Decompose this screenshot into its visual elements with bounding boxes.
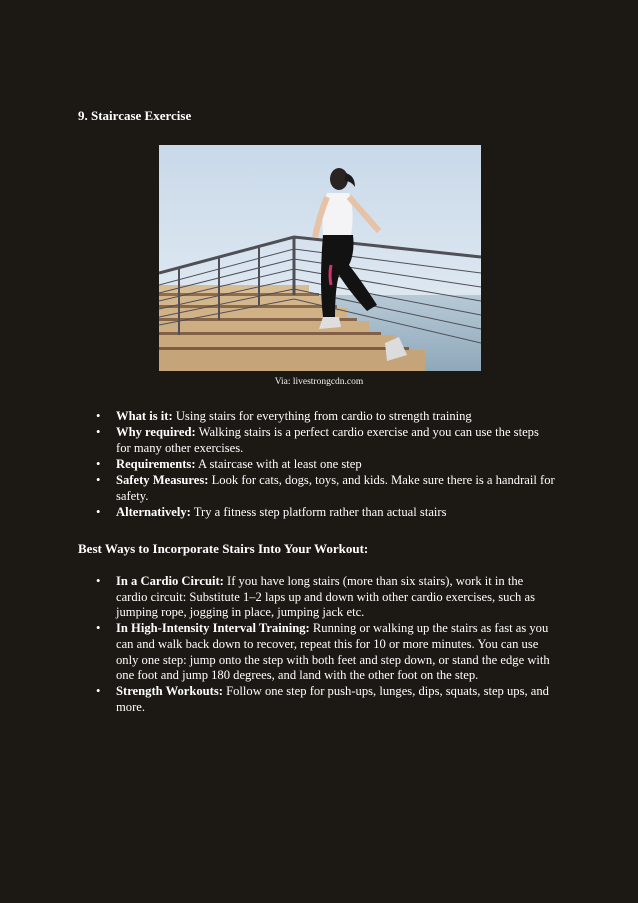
item-label: Safety Measures: — [116, 473, 209, 488]
item-label: In High-Intensity Interval Training: — [116, 621, 310, 636]
item-text: A staircase with at least one step — [195, 456, 362, 471]
list-item — [78, 457, 556, 473]
item-label: Requirements: — [116, 456, 196, 471]
list-item — [78, 409, 556, 425]
bullet-icon: • — [96, 473, 101, 488]
bullet-icon: • — [96, 425, 101, 440]
bullet-icon: • — [96, 504, 101, 519]
list-item — [78, 684, 556, 715]
ways-list — [78, 574, 556, 716]
list-item — [78, 425, 556, 456]
item-text: Try a fitness step platform rather than actual stairs — [190, 504, 447, 519]
list-item — [78, 505, 556, 521]
list-item — [78, 473, 556, 504]
intro-list — [78, 409, 556, 521]
item-label: Strength Workouts: — [116, 684, 223, 699]
item-text: Running or walking up the stairs as fast as you can and walk back down to recover, repeat this for 10 or more minutes. You can use only one step: jump onto the step with both feet and step down, or stand the edge with one foot and jump 180 degrees, and land with the other foot on the step. — [116, 621, 550, 683]
item-label: Why required: — [116, 425, 196, 440]
item-text: Using stairs for everything from cardio to strength training — [172, 409, 472, 423]
bullet-icon: • — [96, 574, 101, 588]
item-label: Alternatively: — [116, 504, 191, 519]
item-text: Walking stairs is a perfect cardio exercise and you can use the steps for many other exercises. — [116, 425, 539, 455]
item-text: Follow one step for push-ups, lunges, dips, squats, step ups, and more. — [116, 684, 549, 714]
staircase-photo — [159, 145, 481, 371]
list-item — [78, 621, 556, 683]
ways-heading: Best Ways to Incorporate Stairs Into Your Workout: — [78, 541, 369, 556]
list-item — [78, 574, 556, 621]
item-label: What is it: — [116, 409, 173, 423]
bullet-icon: • — [96, 621, 101, 636]
bullet-icon: • — [96, 456, 101, 471]
item-text: If you have long stairs (more than six stairs), work it in the cardio circuit: Substitute 1–2 laps up and down with other cardio exercises, such as jumping rope, jogging in place, jumping jack etc. — [116, 574, 535, 620]
bullet-icon: • — [96, 684, 101, 699]
bullet-icon: • — [96, 409, 101, 423]
item-text: Look for cats, dogs, toys, and kids. Make sure there is a handrail for safety. — [116, 473, 555, 503]
item-label: In a Cardio Circuit: — [116, 574, 224, 588]
section-title: 9. Staircase Exercise — [78, 108, 192, 123]
image-caption: Via: livestrongcdn.com — [274, 377, 364, 387]
